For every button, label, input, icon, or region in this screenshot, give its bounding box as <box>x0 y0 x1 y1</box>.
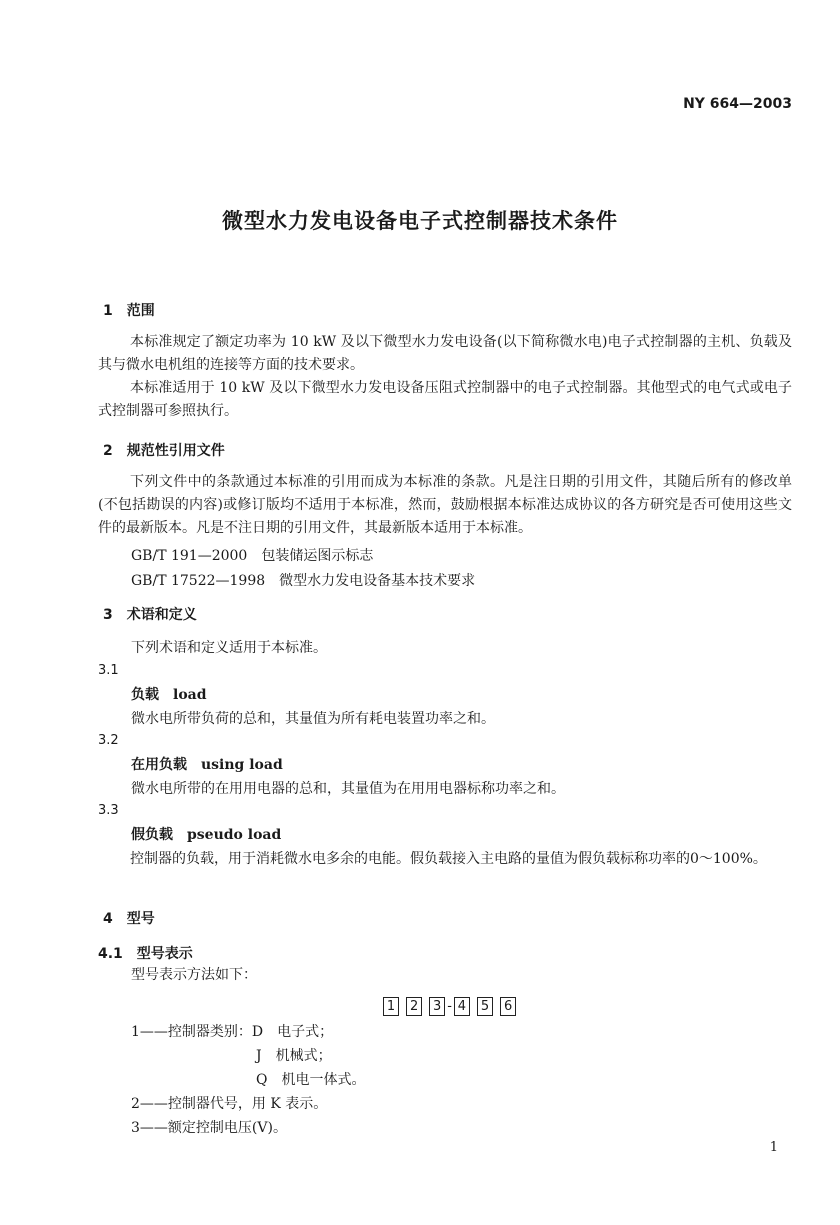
term-definition <box>98 848 792 871</box>
section-4-1-heading: 4.1 型号表示 <box>98 946 193 962</box>
code-box: 2 <box>406 997 422 1016</box>
term-definition: 微水电所带的在用用电器的总和，其量值为在用用电器标称功率之和。 <box>131 781 565 797</box>
section-1-body <box>98 331 792 423</box>
paragraph: 本标准适用于 10 kW 及以下微型水力发电设备压阻式控制器中的电子式控制器。其他型式的电气式或电子式控制器可参照执行。 <box>98 380 792 419</box>
legend-item: J 机械式； <box>256 1048 332 1064</box>
section-2-body <box>98 471 792 540</box>
reference-item: GB/T 191—2000 包装储运图示标志 <box>131 548 374 564</box>
term-name: 假负载 pseudo load <box>131 827 282 843</box>
section-3-intro: 下列术语和定义适用于本标准。 <box>131 640 327 656</box>
code-box: 4 <box>454 997 470 1016</box>
term-name: 负载 load <box>131 687 207 703</box>
paragraph: 下列文件中的条款通过本标准的引用而成为本标准的条款。凡是注日期的引用文件，其随后所有的修改单(不包括勘误的内容)或修订版均不适用于本标准，然而，鼓励根据本标准达成协议的各方研究是否可使用这些文件的最新版本。凡是不注日期的引用文件，其最新版本适用于本标准。 <box>98 474 792 536</box>
document-title: 微型水力发电设备电子式控制器技术条件 <box>222 209 618 233</box>
section-3-heading: 3 术语和定义 <box>103 607 197 623</box>
code-box: 6 <box>500 997 516 1016</box>
model-code-boxes <box>382 995 517 1016</box>
legend-item: 3——额定控制电压(V)。 <box>131 1120 287 1136</box>
model-intro: 型号表示方法如下： <box>131 967 257 983</box>
section-2-heading: 2 规范性引用文件 <box>103 443 225 459</box>
code-box: 5 <box>477 997 493 1016</box>
legend-item: Q 机电一体式。 <box>256 1072 366 1088</box>
legend-item: 1——控制器类别：D 电子式； <box>131 1024 334 1040</box>
term-definition: 微水电所带负荷的总和，其量值为所有耗电装置功率之和。 <box>131 711 495 727</box>
code-dash: - <box>447 999 452 1014</box>
term-number: 3.1 <box>98 663 119 678</box>
section-1-heading: 1 范围 <box>103 303 155 319</box>
standard-number: NY 664—2003 <box>683 96 792 112</box>
term-name: 在用负载 using load <box>131 757 283 773</box>
reference-item: GB/T 17522—1998 微型水力发电设备基本技术要求 <box>131 573 476 589</box>
code-box: 3 <box>429 997 445 1016</box>
page-number: 1 <box>769 1140 778 1155</box>
paragraph: 控制器的负载，用于消耗微水电多余的电能。假负载接入主电路的量值为假负载标称功率的0～100%。 <box>130 851 767 867</box>
section-4-heading: 4 型号 <box>103 911 155 927</box>
term-number: 3.2 <box>98 733 119 748</box>
code-box: 1 <box>383 997 399 1016</box>
legend-item: 2——控制器代号，用 K 表示。 <box>131 1096 328 1112</box>
paragraph: 本标准规定了额定功率为 10 kW 及以下微型水力发电设备(以下简称微水电)电子式控制器的主机、负载及其与微水电机组的连接等方面的技术要求。 <box>98 334 792 373</box>
term-number: 3.3 <box>98 803 119 818</box>
